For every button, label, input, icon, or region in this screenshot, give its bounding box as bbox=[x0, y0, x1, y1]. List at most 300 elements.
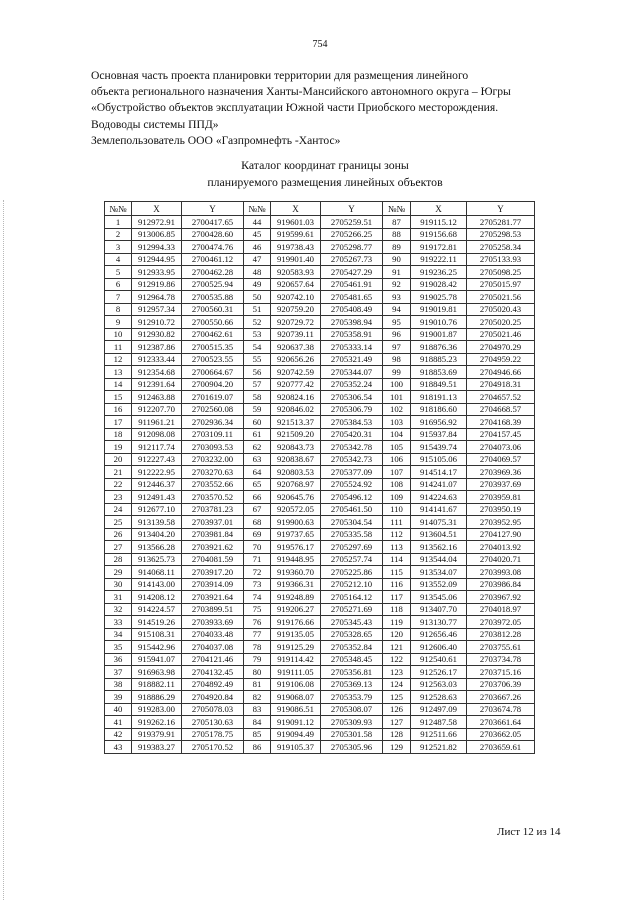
table-row bbox=[105, 516, 535, 529]
table-cell: 913534.07 bbox=[411, 566, 467, 579]
table-cell: 37 bbox=[105, 666, 132, 679]
table-cell: 920759.20 bbox=[271, 303, 321, 316]
table-cell: 2703659.61 bbox=[467, 741, 535, 754]
table-cell: 122 bbox=[383, 653, 411, 666]
table-cell: 2705297.69 bbox=[321, 541, 383, 554]
table-row bbox=[105, 716, 535, 729]
table-cell: 914075.31 bbox=[411, 516, 467, 529]
table-cell: 19 bbox=[105, 441, 132, 454]
table-cell: 81 bbox=[244, 678, 271, 691]
table-cell: 70 bbox=[244, 541, 271, 554]
table-cell: 32 bbox=[105, 603, 132, 616]
table-cell: 6 bbox=[105, 278, 132, 291]
table-row bbox=[105, 353, 535, 366]
column-header: №№ bbox=[244, 202, 271, 216]
table-cell: 919383.27 bbox=[132, 741, 182, 754]
table-cell: 2703552.66 bbox=[182, 478, 244, 491]
table-cell: 912528.63 bbox=[411, 691, 467, 704]
table-cell: 2703921.62 bbox=[182, 541, 244, 554]
table-row bbox=[105, 691, 535, 704]
table-cell: 2705257.74 bbox=[321, 553, 383, 566]
table-cell: 2703667.26 bbox=[467, 691, 535, 704]
table-cell: 912487.58 bbox=[411, 716, 467, 729]
table-cell: 62 bbox=[244, 441, 271, 454]
table-row bbox=[105, 366, 535, 379]
table-cell: 103 bbox=[383, 416, 411, 429]
table-row bbox=[105, 328, 535, 341]
table-cell: 915941.07 bbox=[132, 653, 182, 666]
table-cell: 2700560.31 bbox=[182, 303, 244, 316]
table-cell: 7 bbox=[105, 291, 132, 304]
table-cell: 40 bbox=[105, 703, 132, 716]
table-row bbox=[105, 466, 535, 479]
table-cell: 2703981.84 bbox=[182, 528, 244, 541]
table-row bbox=[105, 266, 535, 279]
table-cell: 919448.95 bbox=[271, 553, 321, 566]
table-cell: 920739.11 bbox=[271, 328, 321, 341]
table-cell: 2705015.97 bbox=[467, 278, 535, 291]
table-cell: 53 bbox=[244, 328, 271, 341]
table-cell: 915937.84 bbox=[411, 428, 467, 441]
table-cell: 919094.49 bbox=[271, 728, 321, 741]
table-cell: 18 bbox=[105, 428, 132, 441]
page-number: 754 bbox=[312, 39, 328, 50]
table-cell: 2703914.09 bbox=[182, 578, 244, 591]
table-cell: 34 bbox=[105, 628, 132, 641]
column-header: Y bbox=[467, 202, 535, 216]
table-cell: 919738.43 bbox=[271, 241, 321, 254]
table-cell: 102 bbox=[383, 403, 411, 416]
table-cell: 919025.78 bbox=[411, 291, 467, 304]
table-cell: 2700474.76 bbox=[182, 241, 244, 254]
table-cell: 2704970.29 bbox=[467, 341, 535, 354]
table-cell: 2705461.91 bbox=[321, 278, 383, 291]
table-cell: 2703967.92 bbox=[467, 591, 535, 604]
table-cell: 2705420.31 bbox=[321, 428, 383, 441]
table-cell: 2700535.88 bbox=[182, 291, 244, 304]
table-row bbox=[105, 478, 535, 491]
table-cell: 115 bbox=[383, 566, 411, 579]
table-cell: 912497.09 bbox=[411, 703, 467, 716]
column-header: Y bbox=[182, 202, 244, 216]
table-cell: 915108.31 bbox=[132, 628, 182, 641]
table-cell: 920657.64 bbox=[271, 278, 321, 291]
table-cell: 919901.40 bbox=[271, 253, 321, 266]
table-row bbox=[105, 341, 535, 354]
table-cell: 43 bbox=[105, 741, 132, 754]
table-cell: 2704668.57 bbox=[467, 403, 535, 416]
table-cell: 20 bbox=[105, 453, 132, 466]
table-cell: 912117.74 bbox=[132, 441, 182, 454]
table-cell: 2700664.67 bbox=[182, 366, 244, 379]
table-cell: 914224.57 bbox=[132, 603, 182, 616]
table-cell: 2703933.69 bbox=[182, 616, 244, 629]
table-row bbox=[105, 641, 535, 654]
table-cell: 912098.08 bbox=[132, 428, 182, 441]
table-row bbox=[105, 578, 535, 591]
table-cell: 2705020.43 bbox=[467, 303, 535, 316]
table-cell: 919111.05 bbox=[271, 666, 321, 679]
table-cell: 911961.21 bbox=[132, 416, 182, 429]
table-cell: 2705225.86 bbox=[321, 566, 383, 579]
table-row bbox=[105, 603, 535, 616]
table-cell: 919114.42 bbox=[271, 653, 321, 666]
table-row bbox=[105, 591, 535, 604]
table-cell: 919086.51 bbox=[271, 703, 321, 716]
table-cell: 15 bbox=[105, 391, 132, 404]
table-cell: 125 bbox=[383, 691, 411, 704]
table-cell: 2703662.05 bbox=[467, 728, 535, 741]
table-cell: 915442.96 bbox=[132, 641, 182, 654]
table-row bbox=[105, 316, 535, 329]
table-cell: 38 bbox=[105, 678, 132, 691]
table-cell: 90 bbox=[383, 253, 411, 266]
column-header: X bbox=[271, 202, 321, 216]
table-row bbox=[105, 653, 535, 666]
table-cell: 916956.92 bbox=[411, 416, 467, 429]
table-cell: 112 bbox=[383, 528, 411, 541]
table-cell: 36 bbox=[105, 653, 132, 666]
table-cell: 912207.70 bbox=[132, 403, 182, 416]
table-cell: 60 bbox=[244, 416, 271, 429]
table-cell: 2703570.52 bbox=[182, 491, 244, 504]
table-cell: 56 bbox=[244, 366, 271, 379]
table-cell: 52 bbox=[244, 316, 271, 329]
table-cell: 919001.87 bbox=[411, 328, 467, 341]
table-cell: 3 bbox=[105, 241, 132, 254]
table-cell: 57 bbox=[244, 378, 271, 391]
table-cell: 2705098.25 bbox=[467, 266, 535, 279]
table-cell: 24 bbox=[105, 503, 132, 516]
table-cell: 2700462.61 bbox=[182, 328, 244, 341]
table-cell: 2703952.95 bbox=[467, 516, 535, 529]
table-cell: 912526.17 bbox=[411, 666, 467, 679]
table-cell: 912227.43 bbox=[132, 453, 182, 466]
table-cell: 918885.23 bbox=[411, 353, 467, 366]
table-row bbox=[105, 616, 535, 629]
table-cell: 64 bbox=[244, 466, 271, 479]
table-cell: 2702560.08 bbox=[182, 403, 244, 416]
table-cell: 918186.60 bbox=[411, 403, 467, 416]
table-cell: 920838.67 bbox=[271, 453, 321, 466]
table-cell: 913545.06 bbox=[411, 591, 467, 604]
table-cell: 2704157.45 bbox=[467, 428, 535, 441]
table-cell: 2705258.34 bbox=[467, 241, 535, 254]
table-cell: 919576.17 bbox=[271, 541, 321, 554]
table-cell: 2703986.84 bbox=[467, 578, 535, 591]
table-cell: 2704121.46 bbox=[182, 653, 244, 666]
table-cell: 913130.77 bbox=[411, 616, 467, 629]
table-row bbox=[105, 278, 535, 291]
table-cell: 919599.61 bbox=[271, 228, 321, 241]
table-cell: 2705398.94 bbox=[321, 316, 383, 329]
table-row bbox=[105, 416, 535, 429]
table-cell: 912354.68 bbox=[132, 366, 182, 379]
table-cell: 2705170.52 bbox=[182, 741, 244, 754]
table-cell: 912606.40 bbox=[411, 641, 467, 654]
table-cell: 126 bbox=[383, 703, 411, 716]
table-cell: 912387.86 bbox=[132, 341, 182, 354]
table-cell: 31 bbox=[105, 591, 132, 604]
table-cell: 912933.95 bbox=[132, 266, 182, 279]
table-cell: 123 bbox=[383, 666, 411, 679]
table-row bbox=[105, 453, 535, 466]
table-cell: 2705358.91 bbox=[321, 328, 383, 341]
table-cell: 72 bbox=[244, 566, 271, 579]
table-cell: 919091.12 bbox=[271, 716, 321, 729]
table-cell: 69 bbox=[244, 528, 271, 541]
table-cell: 86 bbox=[244, 741, 271, 754]
table-cell: 65 bbox=[244, 478, 271, 491]
table-cell: 920768.97 bbox=[271, 478, 321, 491]
table-cell: 49 bbox=[244, 278, 271, 291]
table-cell: 912994.33 bbox=[132, 241, 182, 254]
table-cell: 912540.61 bbox=[411, 653, 467, 666]
table-cell: 920645.76 bbox=[271, 491, 321, 504]
table-cell: 2705212.10 bbox=[321, 578, 383, 591]
intro-line: Землепользователь ООО «Газпромнефть -Хантос» bbox=[91, 133, 341, 147]
table-row bbox=[105, 666, 535, 679]
table-cell: 105 bbox=[383, 441, 411, 454]
table-cell: 59 bbox=[244, 403, 271, 416]
column-header: X bbox=[132, 202, 182, 216]
column-header: №№ bbox=[383, 202, 411, 216]
table-cell: 96 bbox=[383, 328, 411, 341]
table-cell: 2705356.81 bbox=[321, 666, 383, 679]
table-cell: 111 bbox=[383, 516, 411, 529]
table-cell: 915439.74 bbox=[411, 441, 467, 454]
catalog-title-line: Каталог координат границы зоны bbox=[241, 158, 409, 172]
table-cell: 913604.51 bbox=[411, 528, 467, 541]
table-cell: 914143.00 bbox=[132, 578, 182, 591]
table-cell: 67 bbox=[244, 503, 271, 516]
table-cell: 26 bbox=[105, 528, 132, 541]
table-cell: 66 bbox=[244, 491, 271, 504]
table-cell: 919366.31 bbox=[271, 578, 321, 591]
table-cell: 2704081.59 bbox=[182, 553, 244, 566]
table-cell: 912222.95 bbox=[132, 466, 182, 479]
table-cell: 912521.82 bbox=[411, 741, 467, 754]
table-cell: 2704892.49 bbox=[182, 678, 244, 691]
table-cell: 2705271.69 bbox=[321, 603, 383, 616]
table-cell: 2704132.45 bbox=[182, 666, 244, 679]
table-cell: 2702936.34 bbox=[182, 416, 244, 429]
table-cell: 914208.12 bbox=[132, 591, 182, 604]
table-cell: 2703972.05 bbox=[467, 616, 535, 629]
intro-line: Водоводы системы ППД» bbox=[91, 117, 219, 131]
table-cell: 915105.06 bbox=[411, 453, 467, 466]
table-cell: 913562.16 bbox=[411, 541, 467, 554]
table-row bbox=[105, 741, 535, 754]
table-cell: 920729.72 bbox=[271, 316, 321, 329]
table-cell: 912910.72 bbox=[132, 316, 182, 329]
table-cell: 74 bbox=[244, 591, 271, 604]
table-cell: 2703232.00 bbox=[182, 453, 244, 466]
table-cell: 2705377.09 bbox=[321, 466, 383, 479]
table-cell: 2705345.43 bbox=[321, 616, 383, 629]
table-cell: 920637.38 bbox=[271, 341, 321, 354]
table-cell: 121 bbox=[383, 641, 411, 654]
table-cell: 2703937.01 bbox=[182, 516, 244, 529]
table-cell: 2703706.39 bbox=[467, 678, 535, 691]
table-cell: 97 bbox=[383, 341, 411, 354]
table-cell: 918882.11 bbox=[132, 678, 182, 691]
table-cell: 17 bbox=[105, 416, 132, 429]
table-cell: 2705496.12 bbox=[321, 491, 383, 504]
table-cell: 2705344.07 bbox=[321, 366, 383, 379]
table-cell: 2700523.55 bbox=[182, 353, 244, 366]
table-cell: 2703899.51 bbox=[182, 603, 244, 616]
table-cell: 2705328.65 bbox=[321, 628, 383, 641]
table-cell: 2704073.06 bbox=[467, 441, 535, 454]
table-cell: 912964.78 bbox=[132, 291, 182, 304]
table-cell: 912491.43 bbox=[132, 491, 182, 504]
table-row bbox=[105, 378, 535, 391]
table-cell: 2701619.07 bbox=[182, 391, 244, 404]
table-cell: 2704168.39 bbox=[467, 416, 535, 429]
table-cell: 118 bbox=[383, 603, 411, 616]
table-cell: 2705020.25 bbox=[467, 316, 535, 329]
table-cell: 2705164.12 bbox=[321, 591, 383, 604]
table-cell: 2705078.03 bbox=[182, 703, 244, 716]
table-cell: 91 bbox=[383, 266, 411, 279]
table-cell: 919236.25 bbox=[411, 266, 467, 279]
table-cell: 2705335.58 bbox=[321, 528, 383, 541]
table-cell: 913006.85 bbox=[132, 228, 182, 241]
table-cell: 914224.63 bbox=[411, 491, 467, 504]
table-cell: 71 bbox=[244, 553, 271, 566]
table-row bbox=[105, 241, 535, 254]
column-header: №№ bbox=[105, 202, 132, 216]
table-cell: 2703781.23 bbox=[182, 503, 244, 516]
table-cell: 55 bbox=[244, 353, 271, 366]
table-cell: 2705298.77 bbox=[321, 241, 383, 254]
table-row bbox=[105, 728, 535, 741]
table-cell: 919360.70 bbox=[271, 566, 321, 579]
table-cell: 912677.10 bbox=[132, 503, 182, 516]
table-cell: 2705304.54 bbox=[321, 516, 383, 529]
table-cell: 2704920.84 bbox=[182, 691, 244, 704]
table-cell: 913566.28 bbox=[132, 541, 182, 554]
table-cell: 2705021.56 bbox=[467, 291, 535, 304]
table-row bbox=[105, 678, 535, 691]
table-cell: 920803.53 bbox=[271, 466, 321, 479]
intro-line: «Обустройство объектов эксплуатации Южной части Приобского месторождения. bbox=[91, 101, 499, 115]
table-cell: 2704069.57 bbox=[467, 453, 535, 466]
table-cell: 2705352.84 bbox=[321, 641, 383, 654]
table-cell: 42 bbox=[105, 728, 132, 741]
table-cell: 912957.34 bbox=[132, 303, 182, 316]
table-cell: 2705130.63 bbox=[182, 716, 244, 729]
table-cell: 75 bbox=[244, 603, 271, 616]
table-cell: 129 bbox=[383, 741, 411, 754]
table-cell: 2704020.71 bbox=[467, 553, 535, 566]
table-cell: 2705308.07 bbox=[321, 703, 383, 716]
table-cell: 87 bbox=[383, 216, 411, 229]
table-cell: 83 bbox=[244, 703, 271, 716]
table-cell: 85 bbox=[244, 728, 271, 741]
table-cell: 2703270.63 bbox=[182, 466, 244, 479]
table-cell: 2703969.36 bbox=[467, 466, 535, 479]
coordinates-table bbox=[104, 201, 535, 754]
table-cell: 2703921.64 bbox=[182, 591, 244, 604]
table-cell: 63 bbox=[244, 453, 271, 466]
table-cell: 2703109.11 bbox=[182, 428, 244, 441]
table-cell: 110 bbox=[383, 503, 411, 516]
table-cell: 2705306.79 bbox=[321, 403, 383, 416]
table-row bbox=[105, 541, 535, 554]
table-cell: 912511.66 bbox=[411, 728, 467, 741]
table-cell: 920843.73 bbox=[271, 441, 321, 454]
column-header: X bbox=[411, 202, 467, 216]
table-cell: 920846.02 bbox=[271, 403, 321, 416]
table-cell: 61 bbox=[244, 428, 271, 441]
table-body bbox=[105, 216, 535, 754]
table-cell: 920742.10 bbox=[271, 291, 321, 304]
table-cell: 2704657.52 bbox=[467, 391, 535, 404]
table-cell: 2700515.35 bbox=[182, 341, 244, 354]
table-cell: 2705353.79 bbox=[321, 691, 383, 704]
table-cell: 127 bbox=[383, 716, 411, 729]
table-row bbox=[105, 428, 535, 441]
intro-line: объекта регионального назначения Ханты-Мансийского автономного округа – Югры bbox=[91, 85, 511, 99]
table-cell: 913552.09 bbox=[411, 578, 467, 591]
table-cell: 41 bbox=[105, 716, 132, 729]
table-cell: 2700428.60 bbox=[182, 228, 244, 241]
catalog-title-line: планируемого размещения линейных объектов bbox=[207, 175, 443, 189]
table-cell: 95 bbox=[383, 316, 411, 329]
table-cell: 13 bbox=[105, 366, 132, 379]
column-header: Y bbox=[321, 202, 383, 216]
table-cell: 913407.70 bbox=[411, 603, 467, 616]
table-cell: 920583.93 bbox=[271, 266, 321, 279]
table-cell: 22 bbox=[105, 478, 132, 491]
table-cell: 2703093.53 bbox=[182, 441, 244, 454]
table-cell: 108 bbox=[383, 478, 411, 491]
table-row bbox=[105, 303, 535, 316]
table-cell: 8 bbox=[105, 303, 132, 316]
table-cell: 920777.42 bbox=[271, 378, 321, 391]
table-cell: 919283.00 bbox=[132, 703, 182, 716]
table-cell: 2703917.20 bbox=[182, 566, 244, 579]
table-row bbox=[105, 403, 535, 416]
table-row bbox=[105, 216, 535, 229]
table-cell: 912656.46 bbox=[411, 628, 467, 641]
table-cell: 2705384.53 bbox=[321, 416, 383, 429]
table-cell: 2705306.54 bbox=[321, 391, 383, 404]
table-cell: 918886.29 bbox=[132, 691, 182, 704]
table-cell: 77 bbox=[244, 628, 271, 641]
table-cell: 2704959.22 bbox=[467, 353, 535, 366]
table-row bbox=[105, 441, 535, 454]
table-cell: 914519.26 bbox=[132, 616, 182, 629]
table-cell: 2705427.29 bbox=[321, 266, 383, 279]
sheet-number: Лист 12 из 14 bbox=[497, 826, 561, 838]
table-row bbox=[105, 553, 535, 566]
table-cell: 918191.13 bbox=[411, 391, 467, 404]
table-cell: 2703937.69 bbox=[467, 478, 535, 491]
table-cell: 912972.91 bbox=[132, 216, 182, 229]
table-row bbox=[105, 253, 535, 266]
table-header-row bbox=[105, 202, 535, 216]
table-cell: 2703715.16 bbox=[467, 666, 535, 679]
table-cell: 916963.98 bbox=[132, 666, 182, 679]
table-cell: 914068.11 bbox=[132, 566, 182, 579]
scan-edge-mark bbox=[3, 200, 5, 900]
table-cell: 914241.07 bbox=[411, 478, 467, 491]
table-cell: 919176.66 bbox=[271, 616, 321, 629]
table-cell: 913404.20 bbox=[132, 528, 182, 541]
